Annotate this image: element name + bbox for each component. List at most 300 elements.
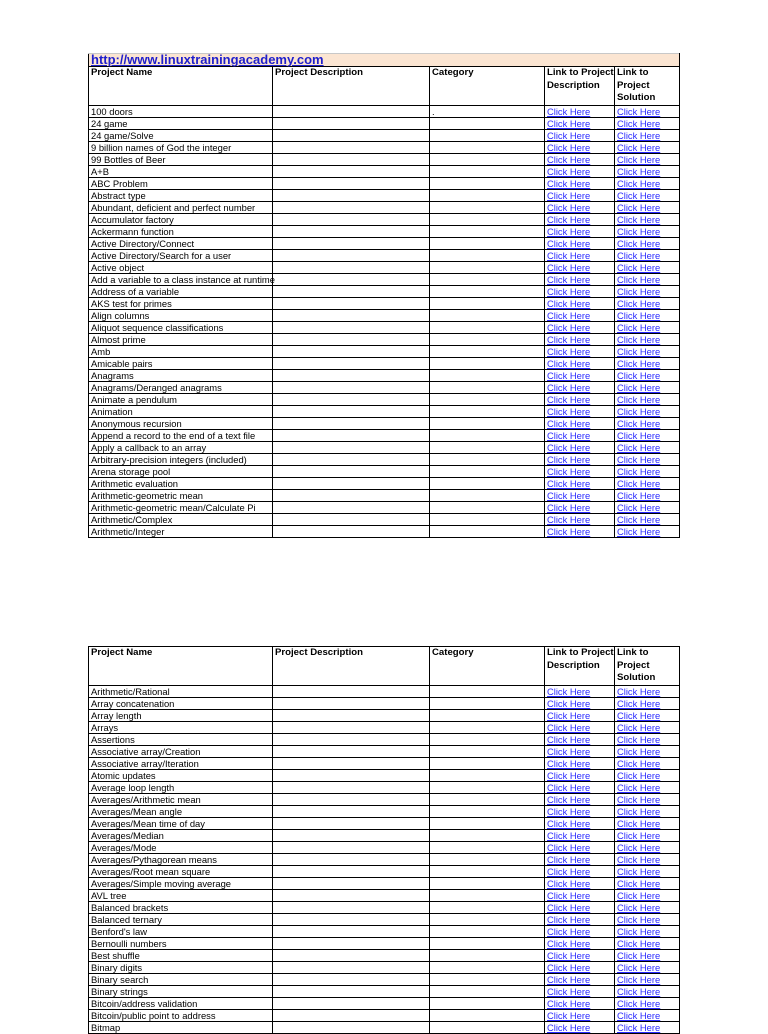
project-description-cell bbox=[273, 949, 430, 961]
category-cell bbox=[430, 381, 545, 393]
link-description-cell bbox=[545, 285, 615, 297]
project-description-cell bbox=[273, 769, 430, 781]
table-row bbox=[89, 1021, 680, 1033]
click-here-solution-link[interactable]: Click Here bbox=[617, 453, 661, 465]
click-here-solution-link[interactable]: Click Here bbox=[617, 961, 661, 973]
click-here-solution-link[interactable]: Click Here bbox=[617, 781, 661, 793]
click-here-solution-link[interactable]: Click Here bbox=[617, 141, 661, 153]
project-description-cell bbox=[273, 1021, 430, 1033]
project-name-cell: Averages/Mode bbox=[89, 841, 273, 853]
header-row bbox=[89, 647, 680, 686]
link-description-cell bbox=[545, 237, 615, 249]
click-here-description-link[interactable]: Click Here bbox=[547, 165, 591, 177]
link-description-cell bbox=[545, 853, 615, 865]
project-description-cell bbox=[273, 141, 430, 153]
click-here-description-link[interactable]: Click Here bbox=[547, 105, 591, 117]
click-here-description-link[interactable]: Click Here bbox=[547, 877, 591, 889]
category-cell bbox=[430, 189, 545, 201]
click-here-description-link[interactable]: Click Here bbox=[547, 889, 591, 901]
click-here-description-link[interactable]: Click Here bbox=[547, 697, 591, 709]
project-name-cell: Append a record to the end of a text file bbox=[89, 429, 273, 441]
project-description-cell bbox=[273, 997, 430, 1009]
site-url-link[interactable]: http://www.linuxtrainingacademy.com bbox=[91, 52, 324, 67]
click-here-solution-link[interactable]: Click Here bbox=[617, 1021, 661, 1033]
project-description-cell bbox=[273, 225, 430, 237]
link-solution-cell bbox=[615, 973, 680, 985]
click-here-description-link[interactable]: Click Here bbox=[547, 369, 591, 381]
table-row bbox=[89, 489, 680, 501]
click-here-solution-link[interactable]: Click Here bbox=[617, 721, 661, 733]
click-here-solution-link[interactable]: Click Here bbox=[617, 997, 661, 1009]
click-here-description-link[interactable]: Click Here bbox=[547, 709, 591, 721]
click-here-description-link[interactable]: Click Here bbox=[547, 925, 591, 937]
click-here-description-link[interactable]: Click Here bbox=[547, 333, 591, 345]
table-row bbox=[89, 937, 680, 949]
category-cell bbox=[430, 321, 545, 333]
click-here-solution-link[interactable]: Click Here bbox=[617, 817, 661, 829]
category-cell bbox=[430, 937, 545, 949]
click-here-solution-link[interactable]: Click Here bbox=[617, 769, 661, 781]
table-row bbox=[89, 189, 680, 201]
click-here-description-link[interactable]: Click Here bbox=[547, 321, 591, 333]
click-here-description-link[interactable]: Click Here bbox=[547, 949, 591, 961]
table-row bbox=[89, 513, 680, 525]
project-name-cell: Balanced brackets bbox=[89, 901, 273, 913]
click-here-solution-link[interactable]: Click Here bbox=[617, 925, 661, 937]
category-cell bbox=[430, 129, 545, 141]
table-row bbox=[89, 261, 680, 273]
project-name-cell: Binary search bbox=[89, 973, 273, 985]
click-here-solution-link[interactable]: Click Here bbox=[617, 429, 661, 441]
table-row bbox=[89, 213, 680, 225]
click-here-description-link[interactable]: Click Here bbox=[547, 441, 591, 453]
click-here-solution-link[interactable]: Click Here bbox=[617, 745, 661, 757]
project-name-cell: Associative array/Iteration bbox=[89, 757, 273, 769]
click-here-solution-link[interactable]: Click Here bbox=[617, 105, 661, 117]
table-row bbox=[89, 393, 680, 405]
link-solution-cell bbox=[615, 201, 680, 213]
link-solution-cell bbox=[615, 925, 680, 937]
click-here-description-link[interactable]: Click Here bbox=[547, 237, 591, 249]
link-solution-cell bbox=[615, 405, 680, 417]
link-solution-cell bbox=[615, 225, 680, 237]
project-name-cell: Arithmetic/Integer bbox=[89, 525, 273, 537]
click-here-solution-link[interactable]: Click Here bbox=[617, 201, 661, 213]
link-solution-cell bbox=[615, 417, 680, 429]
link-solution-cell bbox=[615, 961, 680, 973]
project-description-cell bbox=[273, 853, 430, 865]
click-here-description-link[interactable]: Click Here bbox=[547, 477, 591, 489]
header-link-solution: Link to Project Solution bbox=[615, 647, 680, 686]
project-description-cell bbox=[273, 937, 430, 949]
click-here-solution-link[interactable]: Click Here bbox=[617, 285, 661, 297]
project-description-cell bbox=[273, 489, 430, 501]
click-here-description-link[interactable]: Click Here bbox=[547, 973, 591, 985]
category-cell bbox=[430, 153, 545, 165]
click-here-solution-link[interactable]: Click Here bbox=[617, 913, 661, 925]
project-description-cell bbox=[273, 129, 430, 141]
click-here-solution-link[interactable]: Click Here bbox=[617, 237, 661, 249]
category-cell bbox=[430, 417, 545, 429]
click-here-solution-link[interactable]: Click Here bbox=[617, 189, 661, 201]
click-here-solution-link[interactable]: Click Here bbox=[617, 829, 661, 841]
click-here-solution-link[interactable]: Click Here bbox=[617, 477, 661, 489]
click-here-description-link[interactable]: Click Here bbox=[547, 961, 591, 973]
table-row bbox=[89, 357, 680, 369]
click-here-description-link[interactable]: Click Here bbox=[547, 733, 591, 745]
header-link-description: Link to Project Description bbox=[545, 647, 615, 686]
click-here-solution-link[interactable]: Click Here bbox=[617, 489, 661, 501]
click-here-solution-link[interactable]: Click Here bbox=[617, 949, 661, 961]
link-solution-cell bbox=[615, 781, 680, 793]
project-name-cell: Abundant, deficient and perfect number bbox=[89, 201, 273, 213]
table-row bbox=[89, 769, 680, 781]
click-here-description-link[interactable]: Click Here bbox=[547, 177, 591, 189]
table-row bbox=[89, 297, 680, 309]
click-here-description-link[interactable]: Click Here bbox=[547, 997, 591, 1009]
click-here-solution-link[interactable]: Click Here bbox=[617, 901, 661, 913]
click-here-solution-link[interactable]: Click Here bbox=[617, 357, 661, 369]
category-cell bbox=[430, 793, 545, 805]
click-here-description-link[interactable]: Click Here bbox=[547, 853, 591, 865]
table-row bbox=[89, 465, 680, 477]
link-solution-cell bbox=[615, 129, 680, 141]
click-here-description-link[interactable]: Click Here bbox=[547, 805, 591, 817]
click-here-description-link[interactable]: Click Here bbox=[547, 357, 591, 369]
project-description-cell bbox=[273, 441, 430, 453]
link-description-cell bbox=[545, 105, 615, 117]
project-name-cell: ABC Problem bbox=[89, 177, 273, 189]
link-solution-cell bbox=[615, 841, 680, 853]
click-here-solution-link[interactable]: Click Here bbox=[617, 273, 661, 285]
table-row bbox=[89, 105, 680, 117]
link-solution-cell bbox=[615, 501, 680, 513]
link-description-cell bbox=[545, 429, 615, 441]
click-here-description-link[interactable]: Click Here bbox=[547, 769, 591, 781]
click-here-solution-link[interactable]: Click Here bbox=[617, 757, 661, 769]
click-here-description-link[interactable]: Click Here bbox=[547, 213, 591, 225]
link-solution-cell bbox=[615, 141, 680, 153]
click-here-solution-link[interactable]: Click Here bbox=[617, 417, 661, 429]
table-row bbox=[89, 153, 680, 165]
click-here-description-link[interactable]: Click Here bbox=[547, 345, 591, 357]
click-here-solution-link[interactable]: Click Here bbox=[617, 129, 661, 141]
table-row bbox=[89, 961, 680, 973]
click-here-solution-link[interactable]: Click Here bbox=[617, 249, 661, 261]
category-cell: . bbox=[430, 105, 545, 117]
click-here-description-link[interactable]: Click Here bbox=[547, 913, 591, 925]
table-row bbox=[89, 177, 680, 189]
link-description-cell bbox=[545, 117, 615, 129]
table-row bbox=[89, 997, 680, 1009]
link-description-cell bbox=[545, 333, 615, 345]
table-row bbox=[89, 697, 680, 709]
project-description-cell bbox=[273, 117, 430, 129]
category-cell bbox=[430, 913, 545, 925]
click-here-description-link[interactable]: Click Here bbox=[547, 225, 591, 237]
table-row bbox=[89, 249, 680, 261]
table-row bbox=[89, 477, 680, 489]
project-description-cell bbox=[273, 697, 430, 709]
click-here-solution-link[interactable]: Click Here bbox=[617, 853, 661, 865]
header-project-description: Project Description bbox=[273, 647, 430, 686]
click-here-description-link[interactable]: Click Here bbox=[547, 865, 591, 877]
project-name-cell: Amicable pairs bbox=[89, 357, 273, 369]
category-cell bbox=[430, 961, 545, 973]
click-here-solution-link[interactable]: Click Here bbox=[617, 973, 661, 985]
category-cell bbox=[430, 525, 545, 537]
click-here-solution-link[interactable]: Click Here bbox=[617, 877, 661, 889]
click-here-description-link[interactable]: Click Here bbox=[547, 297, 591, 309]
link-description-cell bbox=[545, 865, 615, 877]
click-here-description-link[interactable]: Click Here bbox=[547, 1021, 591, 1033]
link-description-cell bbox=[545, 937, 615, 949]
click-here-description-link[interactable]: Click Here bbox=[547, 381, 591, 393]
link-description-cell bbox=[545, 721, 615, 733]
click-here-solution-link[interactable]: Click Here bbox=[617, 213, 661, 225]
click-here-description-link[interactable]: Click Here bbox=[547, 685, 591, 697]
link-description-cell bbox=[545, 129, 615, 141]
project-description-cell bbox=[273, 249, 430, 261]
link-solution-cell bbox=[615, 117, 680, 129]
click-here-description-link[interactable]: Click Here bbox=[547, 453, 591, 465]
click-here-description-link[interactable]: Click Here bbox=[547, 757, 591, 769]
click-here-description-link[interactable]: Click Here bbox=[547, 841, 591, 853]
click-here-solution-link[interactable]: Click Here bbox=[617, 865, 661, 877]
click-here-description-link[interactable]: Click Here bbox=[547, 721, 591, 733]
click-here-description-link[interactable]: Click Here bbox=[547, 501, 591, 513]
click-here-solution-link[interactable]: Click Here bbox=[617, 501, 661, 513]
project-name-cell: Active Directory/Search for a user bbox=[89, 249, 273, 261]
table-row bbox=[89, 333, 680, 345]
click-here-description-link[interactable]: Click Here bbox=[547, 745, 591, 757]
project-description-cell bbox=[273, 973, 430, 985]
link-description-cell bbox=[545, 153, 615, 165]
category-cell bbox=[430, 1009, 545, 1021]
link-description-cell bbox=[545, 309, 615, 321]
category-cell bbox=[430, 841, 545, 853]
click-here-description-link[interactable]: Click Here bbox=[547, 489, 591, 501]
project-name-cell: Balanced ternary bbox=[89, 913, 273, 925]
project-name-cell: AKS test for primes bbox=[89, 297, 273, 309]
project-description-cell bbox=[273, 381, 430, 393]
project-name-cell: AVL tree bbox=[89, 889, 273, 901]
click-here-description-link[interactable]: Click Here bbox=[547, 249, 591, 261]
link-description-cell bbox=[545, 453, 615, 465]
header-link-solution: Link to Project Solution bbox=[615, 67, 680, 106]
category-cell bbox=[430, 369, 545, 381]
click-here-solution-link[interactable]: Click Here bbox=[617, 177, 661, 189]
link-solution-cell bbox=[615, 889, 680, 901]
link-solution-cell bbox=[615, 853, 680, 865]
project-name-cell: Apply a callback to an array bbox=[89, 441, 273, 453]
link-solution-cell bbox=[615, 721, 680, 733]
link-description-cell bbox=[545, 273, 615, 285]
project-description-cell bbox=[273, 321, 430, 333]
click-here-description-link[interactable]: Click Here bbox=[547, 525, 591, 537]
click-here-description-link[interactable]: Click Here bbox=[547, 417, 591, 429]
project-description-cell bbox=[273, 889, 430, 901]
click-here-description-link[interactable]: Click Here bbox=[547, 393, 591, 405]
category-cell bbox=[430, 393, 545, 405]
table-row bbox=[89, 985, 680, 997]
category-cell bbox=[430, 249, 545, 261]
category-cell bbox=[430, 721, 545, 733]
click-here-solution-link[interactable]: Click Here bbox=[617, 441, 661, 453]
category-cell bbox=[430, 141, 545, 153]
click-here-description-link[interactable]: Click Here bbox=[547, 117, 591, 129]
category-cell bbox=[430, 877, 545, 889]
click-here-description-link[interactable]: Click Here bbox=[547, 201, 591, 213]
link-description-cell bbox=[545, 165, 615, 177]
table-row bbox=[89, 793, 680, 805]
link-solution-cell bbox=[615, 345, 680, 357]
click-here-description-link[interactable]: Click Here bbox=[547, 285, 591, 297]
click-here-solution-link[interactable]: Click Here bbox=[617, 793, 661, 805]
click-here-description-link[interactable]: Click Here bbox=[547, 985, 591, 997]
click-here-solution-link[interactable]: Click Here bbox=[617, 985, 661, 997]
table-row bbox=[89, 441, 680, 453]
click-here-description-link[interactable]: Click Here bbox=[547, 141, 591, 153]
click-here-solution-link[interactable]: Click Here bbox=[617, 405, 661, 417]
project-description-cell bbox=[273, 817, 430, 829]
site-url-cell bbox=[89, 54, 680, 67]
click-here-solution-link[interactable]: Click Here bbox=[617, 513, 661, 525]
link-description-cell bbox=[545, 901, 615, 913]
click-here-description-link[interactable]: Click Here bbox=[547, 901, 591, 913]
table-row bbox=[89, 781, 680, 793]
project-name-cell: Almost prime bbox=[89, 333, 273, 345]
category-cell bbox=[430, 513, 545, 525]
click-here-description-link[interactable]: Click Here bbox=[547, 129, 591, 141]
category-cell bbox=[430, 853, 545, 865]
click-here-solution-link[interactable]: Click Here bbox=[617, 525, 661, 537]
click-here-description-link[interactable]: Click Here bbox=[547, 1009, 591, 1021]
click-here-solution-link[interactable]: Click Here bbox=[617, 345, 661, 357]
click-here-description-link[interactable]: Click Here bbox=[547, 189, 591, 201]
click-here-solution-link[interactable]: Click Here bbox=[617, 225, 661, 237]
click-here-solution-link[interactable]: Click Here bbox=[617, 333, 661, 345]
link-description-cell bbox=[545, 709, 615, 721]
click-here-solution-link[interactable]: Click Here bbox=[617, 805, 661, 817]
project-description-cell bbox=[273, 805, 430, 817]
click-here-description-link[interactable]: Click Here bbox=[547, 309, 591, 321]
project-name-cell: Abstract type bbox=[89, 189, 273, 201]
click-here-description-link[interactable]: Click Here bbox=[547, 937, 591, 949]
table-row bbox=[89, 817, 680, 829]
click-here-solution-link[interactable]: Click Here bbox=[617, 153, 661, 165]
click-here-description-link[interactable]: Click Here bbox=[547, 513, 591, 525]
link-description-cell bbox=[545, 369, 615, 381]
click-here-solution-link[interactable]: Click Here bbox=[617, 697, 661, 709]
project-name-cell: Arithmetic evaluation bbox=[89, 477, 273, 489]
click-here-solution-link[interactable]: Click Here bbox=[617, 369, 661, 381]
table-row bbox=[89, 721, 680, 733]
click-here-description-link[interactable]: Click Here bbox=[547, 829, 591, 841]
project-description-cell bbox=[273, 309, 430, 321]
click-here-solution-link[interactable]: Click Here bbox=[617, 685, 661, 697]
click-here-description-link[interactable]: Click Here bbox=[547, 429, 591, 441]
project-description-cell bbox=[273, 297, 430, 309]
link-solution-cell bbox=[615, 393, 680, 405]
category-cell bbox=[430, 985, 545, 997]
click-here-solution-link[interactable]: Click Here bbox=[617, 297, 661, 309]
click-here-description-link[interactable]: Click Here bbox=[547, 817, 591, 829]
table-row bbox=[89, 973, 680, 985]
project-description-cell bbox=[273, 261, 430, 273]
click-here-solution-link[interactable]: Click Here bbox=[617, 321, 661, 333]
project-name-cell: Aliquot sequence classifications bbox=[89, 321, 273, 333]
project-description-cell bbox=[273, 153, 430, 165]
project-name-cell: Best shuffle bbox=[89, 949, 273, 961]
table-row bbox=[89, 141, 680, 153]
category-cell bbox=[430, 949, 545, 961]
project-name-cell: Arithmetic/Rational bbox=[89, 685, 273, 697]
link-description-cell bbox=[545, 985, 615, 997]
project-name-cell: Animate a pendulum bbox=[89, 393, 273, 405]
link-description-cell bbox=[545, 525, 615, 537]
category-cell bbox=[430, 769, 545, 781]
category-cell bbox=[430, 213, 545, 225]
click-here-description-link[interactable]: Click Here bbox=[547, 153, 591, 165]
category-cell bbox=[430, 489, 545, 501]
header-category: Category bbox=[430, 647, 545, 686]
project-name-cell: Arrays bbox=[89, 721, 273, 733]
click-here-solution-link[interactable]: Click Here bbox=[617, 465, 661, 477]
click-here-description-link[interactable]: Click Here bbox=[547, 793, 591, 805]
click-here-solution-link[interactable]: Click Here bbox=[617, 309, 661, 321]
category-cell bbox=[430, 781, 545, 793]
click-here-solution-link[interactable]: Click Here bbox=[617, 393, 661, 405]
table-row bbox=[89, 913, 680, 925]
click-here-solution-link[interactable]: Click Here bbox=[617, 937, 661, 949]
click-here-description-link[interactable]: Click Here bbox=[547, 405, 591, 417]
click-here-solution-link[interactable]: Click Here bbox=[617, 117, 661, 129]
click-here-description-link[interactable]: Click Here bbox=[547, 273, 591, 285]
project-name-cell: Arithmetic/Complex bbox=[89, 513, 273, 525]
project-description-cell bbox=[273, 213, 430, 225]
project-description-cell bbox=[273, 709, 430, 721]
link-description-cell bbox=[545, 805, 615, 817]
link-description-cell bbox=[545, 889, 615, 901]
link-solution-cell bbox=[615, 357, 680, 369]
table-row bbox=[89, 369, 680, 381]
category-cell bbox=[430, 357, 545, 369]
table-row bbox=[89, 309, 680, 321]
click-here-description-link[interactable]: Click Here bbox=[547, 781, 591, 793]
project-name-cell: Arena storage pool bbox=[89, 465, 273, 477]
category-cell bbox=[430, 697, 545, 709]
click-here-solution-link[interactable]: Click Here bbox=[617, 1009, 661, 1021]
click-here-solution-link[interactable]: Click Here bbox=[617, 709, 661, 721]
click-here-description-link[interactable]: Click Here bbox=[547, 261, 591, 273]
click-here-solution-link[interactable]: Click Here bbox=[617, 841, 661, 853]
link-solution-cell bbox=[615, 685, 680, 697]
link-description-cell bbox=[545, 489, 615, 501]
click-here-solution-link[interactable]: Click Here bbox=[617, 733, 661, 745]
category-cell bbox=[430, 165, 545, 177]
click-here-solution-link[interactable]: Click Here bbox=[617, 261, 661, 273]
link-solution-cell bbox=[615, 333, 680, 345]
project-description-cell bbox=[273, 501, 430, 513]
click-here-solution-link[interactable]: Click Here bbox=[617, 165, 661, 177]
click-here-description-link[interactable]: Click Here bbox=[547, 465, 591, 477]
table-row bbox=[89, 381, 680, 393]
category-cell bbox=[430, 997, 545, 1009]
click-here-solution-link[interactable]: Click Here bbox=[617, 381, 661, 393]
click-here-solution-link[interactable]: Click Here bbox=[617, 889, 661, 901]
link-solution-cell bbox=[615, 937, 680, 949]
